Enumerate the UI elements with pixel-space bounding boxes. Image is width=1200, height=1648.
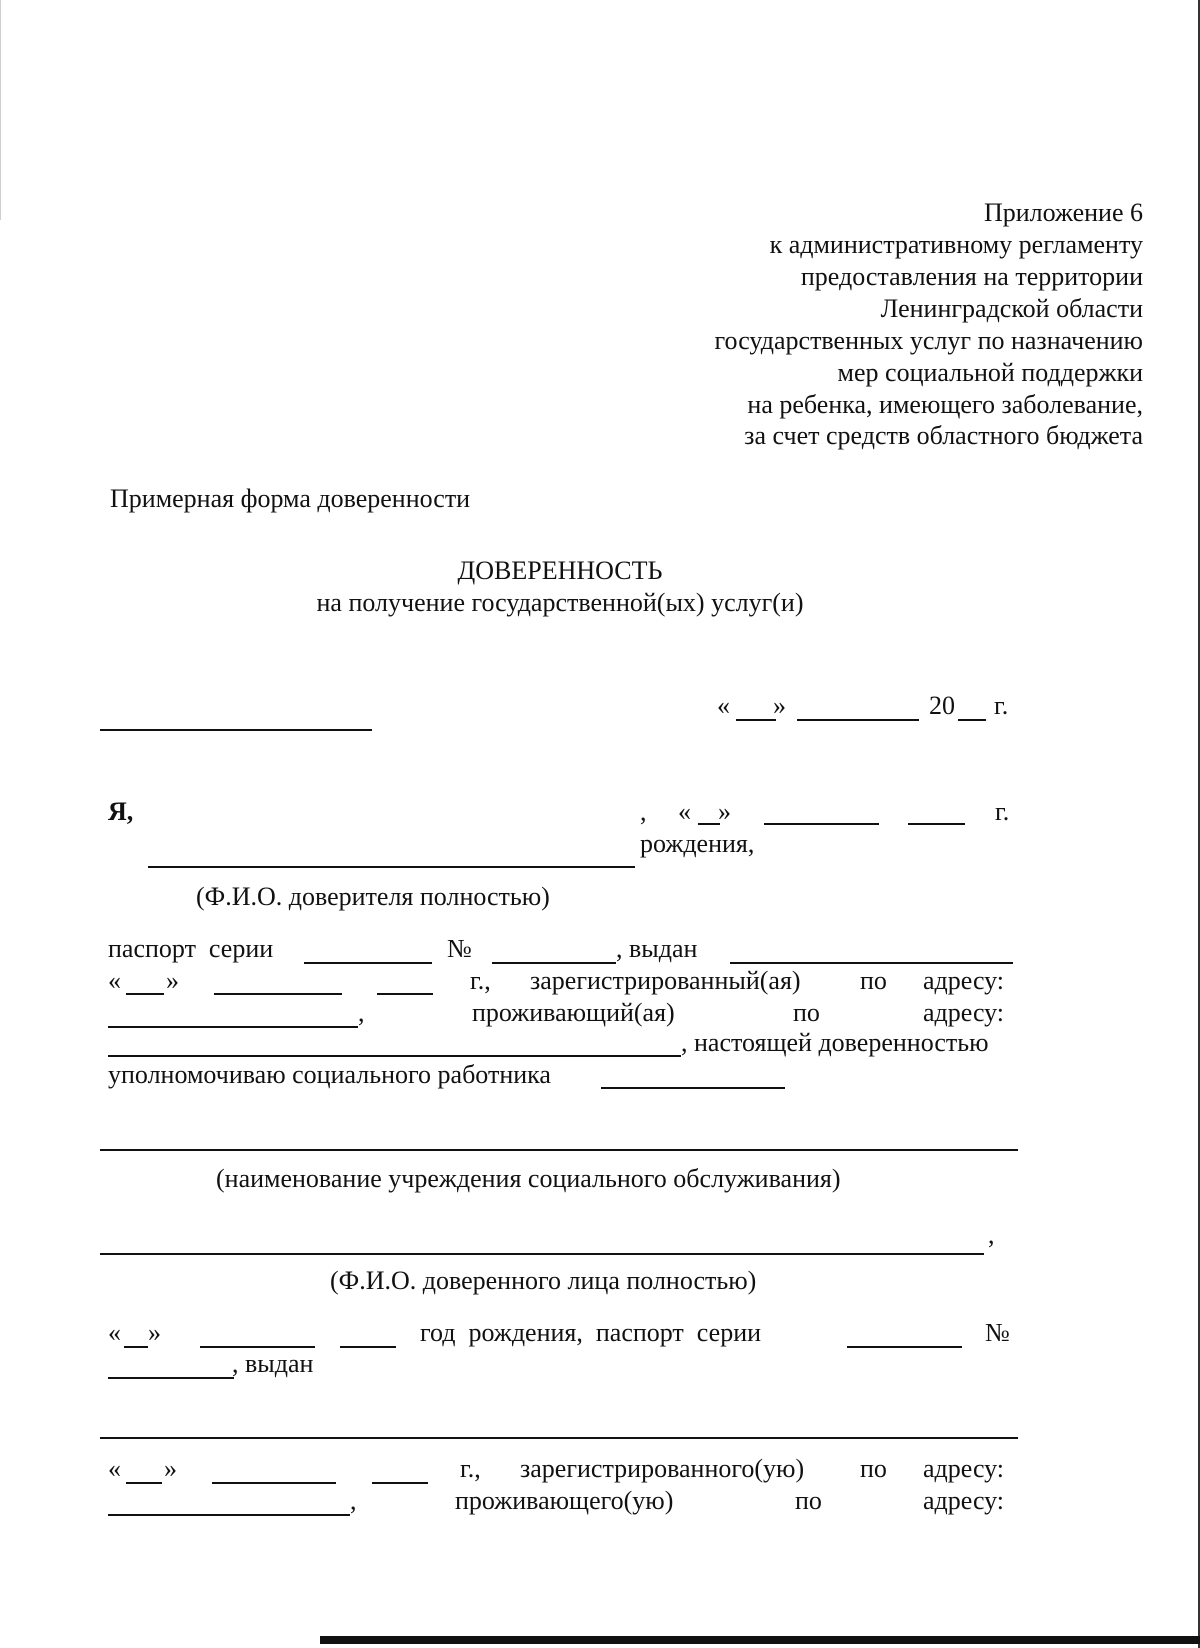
principal-birth-year-field[interactable]	[908, 823, 965, 825]
scan-edge-left	[0, 0, 1, 220]
trustee-living-label: проживающего(ую)	[455, 1486, 674, 1515]
registered-address-field[interactable]	[108, 1026, 358, 1028]
principal-year-suffix: г.	[995, 797, 1010, 826]
trustee-birth-year-field[interactable]	[340, 1346, 396, 1348]
principal-birth-label: рождения,	[640, 829, 755, 858]
issue-open-quote: «	[108, 966, 121, 995]
trustee-birth-day-field[interactable]	[124, 1346, 148, 1348]
trustee-registered-po: по	[860, 1454, 887, 1483]
date-year-suffix: г.	[994, 691, 1009, 720]
scan-edge-bottom	[320, 1636, 1200, 1644]
place-field[interactable]	[100, 729, 372, 731]
living-po: по	[793, 998, 820, 1027]
trustee-issue-year-field[interactable]	[372, 1482, 428, 1484]
trustee-issue-open-quote: «	[108, 1454, 121, 1483]
trustee-close-quote: »	[148, 1318, 161, 1347]
form-label: Примерная форма доверенности	[110, 484, 471, 513]
passport-issued-field[interactable]	[730, 962, 1013, 964]
trustee-birth-month-field[interactable]	[200, 1346, 315, 1348]
principal-close-quote: »	[718, 797, 731, 826]
trustee-comma: ,	[988, 1220, 995, 1249]
document-title: ДОВЕРЕННОСТЬ	[457, 556, 663, 585]
institution-caption: (наименование учреждения социального обслуживания)	[216, 1164, 841, 1193]
passport-number-field[interactable]	[492, 962, 616, 964]
trustee-registered-address-label: адресу:	[923, 1454, 1005, 1483]
trustee-issue-day-field[interactable]	[126, 1482, 162, 1484]
appendix-line: предоставления на территории	[800, 262, 1143, 291]
issue-year-suffix: г.,	[470, 966, 491, 995]
trustee-issue-year-suffix: г.,	[460, 1454, 481, 1483]
authorize-label: уполномочиваю социального работника	[108, 1060, 551, 1089]
date-open-quote: «	[717, 691, 730, 720]
trustee-living-po: по	[795, 1486, 822, 1515]
date-day-field[interactable]	[736, 719, 776, 721]
passport-issued-label: , выдан	[616, 934, 698, 963]
trustee-open-quote: «	[108, 1318, 121, 1347]
issue-close-quote: »	[166, 966, 179, 995]
issue-month-field[interactable]	[214, 993, 342, 995]
date-close-quote: »	[773, 691, 786, 720]
trustee-issued-field[interactable]	[100, 1437, 1018, 1439]
document-subtitle: на получение государственной(ых) услуг(и)	[316, 588, 804, 617]
trustee-number-sign: №	[985, 1318, 1010, 1347]
appendix-line: на ребенка, имеющего заболевание,	[747, 390, 1143, 419]
principal-open-quote: «	[678, 797, 691, 826]
principal-fio-caption: (Ф.И.О. доверителя полностью)	[196, 882, 550, 911]
passport-series-field[interactable]	[304, 962, 432, 964]
date-month-field[interactable]	[797, 719, 919, 721]
appendix-line: за счет средств областного бюджета	[744, 421, 1143, 450]
issue-year-field[interactable]	[377, 993, 433, 995]
principal-birth-day-field[interactable]	[698, 823, 720, 825]
issue-day-field[interactable]	[126, 993, 164, 995]
principal-birth-month-field[interactable]	[764, 823, 879, 825]
appendix-line: Ленинградской области	[880, 294, 1143, 323]
trustee-fio-field[interactable]	[100, 1253, 984, 1255]
trustee-registered-comma: ,	[350, 1486, 357, 1515]
institution-field[interactable]	[100, 1149, 1018, 1151]
trustee-passport-number-field[interactable]	[108, 1377, 234, 1379]
trustee-birth-passport-label: год рождения, паспорт серии	[420, 1318, 762, 1347]
registered-label: зарегистрированный(ая)	[530, 966, 801, 995]
trustee-issued-label: , выдан	[232, 1349, 314, 1378]
principal-comma: ,	[640, 797, 647, 826]
registered-comma: ,	[358, 998, 365, 1027]
date-year-field[interactable]	[958, 719, 986, 721]
passport-series-label: паспорт серии	[108, 934, 274, 963]
trustee-issue-month-field[interactable]	[212, 1482, 336, 1484]
principal-fio-field[interactable]	[148, 866, 635, 868]
trustee-living-address-label: адресу:	[923, 1486, 1005, 1515]
principal-ya: Я,	[108, 797, 134, 826]
date-century: 20	[929, 691, 955, 720]
living-label: проживающий(ая)	[472, 998, 675, 1027]
appendix-line: мер социальной поддержки	[837, 358, 1143, 387]
trustee-issue-close-quote: »	[164, 1454, 177, 1483]
trustee-passport-series-field[interactable]	[847, 1346, 962, 1348]
living-address-field[interactable]	[108, 1055, 681, 1057]
appendix-line: Приложение 6	[983, 198, 1143, 227]
living-address-label: адресу:	[923, 998, 1005, 1027]
registered-po: по	[860, 966, 887, 995]
trustee-fio-caption: (Ф.И.О. доверенного лица полностью)	[330, 1266, 757, 1295]
passport-number-sign: №	[447, 934, 472, 963]
appendix-line: к административному регламенту	[769, 230, 1143, 259]
trustee-registered-address-field[interactable]	[108, 1514, 350, 1516]
appendix-line: государственных услуг по назначению	[714, 326, 1143, 355]
social-worker-field[interactable]	[601, 1087, 785, 1089]
trustee-registered-label: зарегистрированного(ую)	[520, 1454, 805, 1483]
authorize-tail: , настоящей доверенностью	[681, 1028, 989, 1057]
registered-address-label: адресу:	[923, 966, 1005, 995]
